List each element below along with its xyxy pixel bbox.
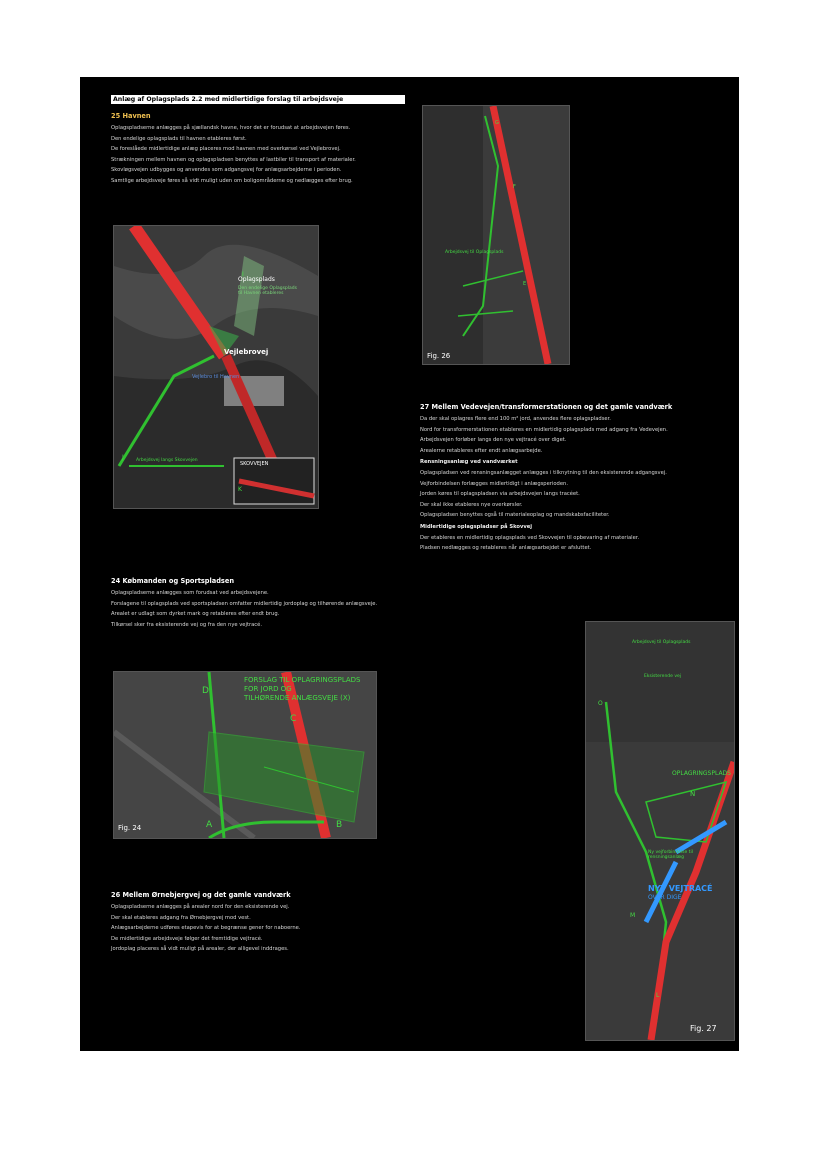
label-i: I (242, 271, 244, 278)
label-b: B (336, 820, 343, 830)
paragraph: Den endelige oplagsplads til havnen etableres først. (111, 135, 247, 142)
label-m: M (630, 912, 636, 919)
paragraph: Strækningen mellem havnen og oplagspladsen benyttes af lastbiler til transport af materialer. (111, 156, 356, 163)
label-j: J (122, 454, 124, 461)
figure-26-aerial (422, 105, 570, 365)
paragraph: Skovløgsvejen udbygges og anvendes som adgangsvej for anlægsarbejderne i perioden. (111, 167, 342, 174)
label-e: E (523, 281, 527, 287)
label-note2: Eksisterende vej (644, 674, 682, 679)
label-green-note: Arbejdsvej langs Skovvejen (136, 458, 198, 463)
figure-caption: Fig. 27 (690, 1024, 717, 1033)
label-f: F (513, 184, 516, 190)
paragraph: Pladsen nedlægges og retableres når anlægsarbejdet er afsluttet. (420, 545, 592, 552)
paragraph: Samtlige arbejdsveje føres så vidt muligt uden om boligområderne og nedlægges efter brug. (111, 177, 353, 184)
label-title2: FOR JORD OG (244, 685, 292, 693)
label-note: Den endelige Oplagsplads til Havnen etableres (238, 286, 297, 296)
paragraph: Der skal etableres adgang fra Ørnebjergvej mod vest. (111, 914, 251, 921)
label-note1: Arbejdsvej til Oplagsplads (632, 640, 691, 645)
section-24 (111, 577, 403, 632)
label-o: O (598, 700, 603, 707)
label-g: G (495, 120, 499, 126)
paragraph: De foreslåede midlertidige anlæg placeres mod havnen med overkørsel ved Vejlebrovej. (111, 146, 341, 153)
paragraph: Nord for transformerstationen etableres en midlertidig oplagsplads med adgang fra Vedevejen. (420, 426, 668, 433)
section-26-title: 26 Mellem Ørnebjergvej og det gamle vandværk (111, 891, 291, 899)
paragraph: Oplagspladserne anlægges på arealer nord for den eksisterende vej. (111, 904, 290, 910)
label-vejlebrovej: Vejlebrovej (224, 348, 269, 356)
label-note3: Ny vejforbindelse til rensningsanlæg (648, 850, 693, 860)
label-d: D (202, 686, 209, 696)
page-header (111, 95, 405, 104)
paragraph: Vejforbindelsen forlægges midlertidigt i anlægsperioden. (420, 480, 568, 487)
label-l: L (656, 992, 660, 999)
paragraph: Der skal ikke etableres nye overkørsler. (420, 501, 523, 508)
label-n: N (690, 790, 696, 798)
label-oplagsplads: OPLAGRINGSPLADS (672, 770, 731, 777)
figure-27-aerial (585, 621, 735, 1041)
figure-caption: Fig. 26 (427, 352, 451, 360)
document-page (80, 77, 739, 1051)
section-26 (111, 891, 411, 957)
label-oplagsplads: Oplagsplads (238, 276, 275, 283)
paragraph: Oplagspladsen benyttes også til materialeoplag og mandskabsfaciliteter. (420, 512, 610, 519)
label-skovvejen: SKOVVEJEN (240, 461, 269, 467)
label-k: K (238, 486, 242, 493)
paragraph: De midlertidige arbejdsveje følger det fremtidige vejtracé. (111, 935, 263, 942)
paragraph: Oplagspladsen ved rensningsanlægget anlægges i tilknytning til den eksisterende adgangsvej. (420, 469, 667, 476)
section-24-title: 24 Købmanden og Sportspladsen (111, 577, 235, 585)
figure-caption: Fig. 24 (118, 824, 142, 832)
label-note: Arbejdsvej til Oplagsplads (445, 250, 504, 255)
paragraph: Arbejdsvejen forløber langs den nye vejtracé over diget. (420, 437, 567, 444)
paragraph: Arealerne retableres efter endt anlægsarbejde. (420, 447, 543, 454)
paragraph: Tilkørsel sker fra eksisterende vej og fra den nye vejtracé. (111, 621, 262, 628)
figure-25-aerial (113, 225, 319, 509)
subheading: Rensningsanlæg ved vandværket (420, 459, 518, 466)
section-25-title: 25 Havnen (111, 112, 151, 120)
paragraph: Oplagspladserne anlægges på sjællandsk havne, hvor det er forudsat at arbejdsvejen føres. (111, 125, 351, 131)
label-nyt-vejtrace: NYT VEJTRACÉ (648, 884, 713, 893)
label-sub: Vejlebro til Havnen (192, 374, 240, 380)
paragraph: Anlægsarbejderne udføres etapevis for at begrænse gener for naboerne. (111, 925, 301, 932)
paragraph: Jordoplag placeres så vidt muligt på arealer, der alligevel inddrages. (111, 946, 289, 953)
paragraph: Jorden køres til oplagspladsen via arbejdsvejen langs tracéet. (420, 491, 580, 498)
page-header-text: Anlæg af Oplagsplads 2.2 med midlertidige forslag til arbejdsveje (113, 96, 344, 103)
subheading: Midlertidige oplagspladser på Skovvej (420, 523, 533, 530)
paragraph: Der etableres en midlertidig oplagsplads ved Skovvejen til opbevaring af materialer. (420, 534, 640, 541)
label-over-dige: OVER DIGE (648, 894, 682, 901)
label-title1: FORSLAG TIL OPLAGRINGSPLADS (244, 676, 361, 684)
paragraph: Forslagene til oplagsplads ved sportspladsen omfatter midlertidig jordoplag og tilhørende anlægsveje. (111, 600, 378, 607)
section-25 (111, 112, 403, 189)
label-c: C (290, 714, 297, 724)
label-a: A (206, 820, 213, 830)
section-27 (420, 403, 720, 556)
paragraph: Da der skal oplagres flere end 100 m² jord, anvendes flere oplagspladser. (420, 416, 611, 422)
figure-24-aerial (113, 671, 377, 839)
label-title3: TILHØRENDE ANLÆGSVEJE (X) (244, 694, 351, 702)
paragraph: Arealet er udlagt som dyrket mark og retableres efter endt brug. (111, 611, 280, 618)
paragraph: Oplagspladserne anlægges som forudsat ved arbejdsvejene. (111, 590, 269, 596)
section-27-title: 27 Mellem Vedevejen/transformerstationen og det gamle vandværk (420, 403, 673, 411)
